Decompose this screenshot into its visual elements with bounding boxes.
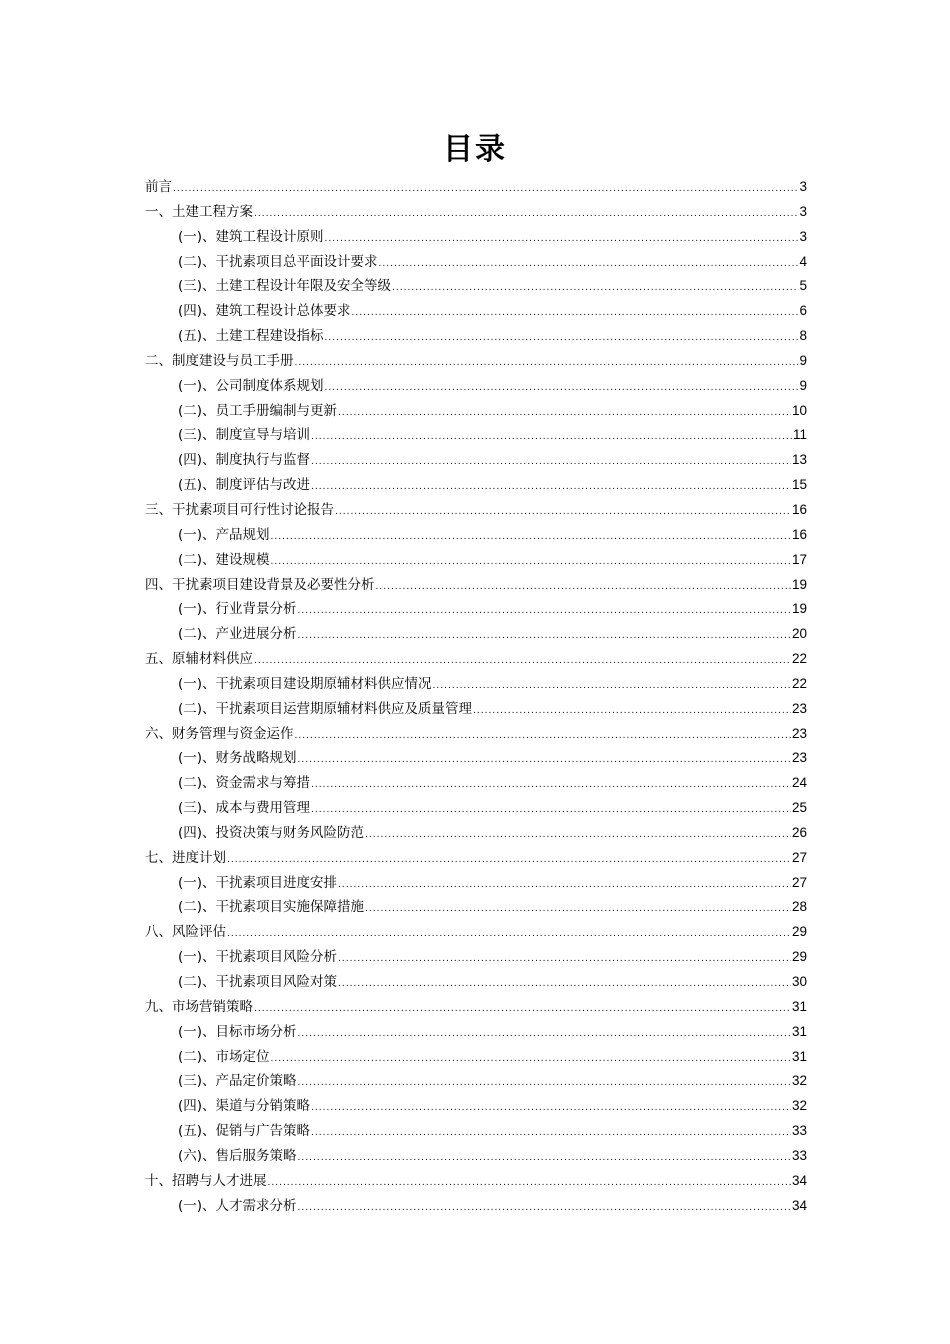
toc-entry-page-number: 16 [791, 501, 807, 517]
toc-entry-page-number: 4 [799, 253, 807, 269]
toc-entry-page-number: 17 [791, 551, 807, 567]
toc-entry-page-number: 3 [799, 179, 807, 194]
toc-entry-label: (四)、制度执行与监督 [178, 452, 311, 469]
toc-entry[interactable] [145, 970, 807, 995]
table-of-contents [145, 175, 807, 1218]
toc-dot-leader [433, 681, 791, 691]
toc-dot-leader [298, 1029, 791, 1039]
toc-dot-leader [311, 432, 792, 442]
toc-entry[interactable] [145, 1094, 807, 1119]
toc-entry-label: (一)、人才需求分析 [178, 1197, 297, 1214]
toc-entry-page-number: 27 [791, 874, 807, 890]
toc-entry-label: 九、市场营销策略 [145, 998, 253, 1015]
toc-entry-page-number: 31 [791, 1048, 807, 1064]
toc-entry-page-number: 32 [791, 1073, 807, 1089]
toc-entry-page-number: 32 [791, 1098, 807, 1114]
toc-entry-label: (五)、促销与广告策略 [178, 1123, 311, 1140]
toc-entry-label: 八、风险评估 [145, 924, 226, 941]
toc-entry-page-number: 8 [799, 328, 807, 344]
toc-entry-page-number: 24 [791, 775, 807, 791]
toc-entry[interactable] [145, 1069, 807, 1094]
toc-dot-leader [271, 557, 791, 567]
toc-entry-label: (二)、员工手册编制与更新 [178, 402, 338, 419]
toc-entry[interactable] [145, 324, 807, 349]
toc-entry-label: (四)、投资决策与财务风险防范 [178, 824, 365, 841]
toc-dot-leader [392, 283, 798, 293]
toc-entry[interactable] [145, 920, 807, 945]
toc-entry-label: 四、干扰素项目建设背景及必要性分析 [145, 576, 375, 593]
toc-entry-page-number: 5 [799, 278, 807, 294]
toc-dot-leader [295, 731, 791, 741]
toc-entry-page-number: 15 [791, 477, 807, 493]
toc-dot-leader [298, 1153, 791, 1163]
toc-entry[interactable] [145, 945, 807, 970]
toc-entry-page-number: 26 [791, 824, 807, 840]
toc-entry-label: (一)、干扰素项目建设期原辅材料供应情况 [178, 675, 432, 692]
toc-entry[interactable] [145, 846, 807, 871]
toc-dot-leader [338, 880, 791, 890]
toc-entry[interactable] [145, 200, 807, 225]
toc-entry[interactable] [145, 498, 807, 523]
toc-entry[interactable] [145, 250, 807, 275]
toc-entry-label: (六)、售后服务策略 [178, 1147, 297, 1164]
toc-entry-label: (二)、干扰素项目运营期原辅材料供应及质量管理 [178, 700, 473, 717]
toc-dot-leader [325, 333, 799, 343]
toc-entry-label: 六、财务管理与资金运作 [145, 725, 294, 742]
toc-entry-label: (一)、行业背景分析 [178, 601, 297, 618]
toc-entry-label: (二)、干扰素项目总平面设计要求 [178, 253, 378, 270]
toc-dot-leader [338, 408, 791, 418]
toc-entry-page-number: 33 [791, 1123, 807, 1139]
toc-entry-page-number: 27 [791, 849, 807, 865]
toc-entry[interactable] [145, 597, 807, 622]
toc-entry-page-number: 3 [799, 203, 807, 219]
toc-entry[interactable] [145, 423, 807, 448]
toc-entry[interactable] [145, 175, 807, 200]
toc-entry[interactable] [145, 796, 807, 821]
toc-entry[interactable] [145, 895, 807, 920]
toc-dot-leader [376, 582, 791, 592]
toc-entry-label: (三)、土建工程设计年限及安全等级 [178, 278, 392, 295]
toc-entry-page-number: 25 [791, 800, 807, 816]
toc-entry[interactable] [145, 225, 807, 250]
toc-entry-label: (一)、产品规划 [178, 526, 270, 543]
toc-entry-page-number: 6 [799, 303, 807, 319]
toc-entry-page-number: 16 [791, 526, 807, 542]
toc-dot-leader [335, 507, 791, 517]
toc-dot-leader [311, 805, 791, 815]
toc-entry-label: (一)、公司制度体系规划 [178, 377, 324, 394]
toc-entry[interactable] [145, 672, 807, 697]
toc-entry[interactable] [145, 399, 807, 424]
toc-dot-leader [379, 259, 799, 269]
toc-entry-label: 前言 [145, 179, 172, 195]
toc-dot-leader [271, 1054, 791, 1064]
toc-dot-leader [325, 383, 799, 393]
toc-entry[interactable] [145, 299, 807, 324]
toc-entry-page-number: 31 [791, 998, 807, 1014]
toc-dot-leader [298, 755, 791, 765]
toc-entry[interactable] [145, 746, 807, 771]
toc-entry[interactable] [145, 548, 807, 573]
toc-dot-leader [365, 904, 791, 914]
toc-entry-label: 五、原辅材料供应 [145, 651, 253, 668]
toc-entry[interactable] [145, 1144, 807, 1169]
toc-dot-leader [295, 358, 799, 368]
toc-entry-page-number: 13 [791, 452, 807, 468]
toc-entry-page-number: 23 [791, 725, 807, 741]
toc-entry-label: (二)、干扰素项目实施保障措施 [178, 899, 365, 916]
toc-entry-page-number: 30 [791, 974, 807, 989]
toc-entry-page-number: 34 [791, 1172, 807, 1188]
toc-entry-label: (五)、制度评估与改进 [178, 477, 311, 494]
toc-entry-page-number: 29 [791, 949, 807, 965]
toc-dot-leader [271, 532, 791, 542]
toc-entry-label: (一)、干扰素项目进度安排 [178, 874, 338, 891]
toc-entry-label: (一)、建筑工程设计原则 [178, 228, 324, 245]
toc-entry-label: (一)、财务战略规划 [178, 750, 297, 767]
toc-entry-label: 十、招聘与人才进展 [145, 1172, 267, 1189]
toc-entry-label: (四)、渠道与分销策略 [178, 1098, 311, 1115]
toc-entry-label: (四)、建筑工程设计总体要求 [178, 303, 351, 320]
toc-entry[interactable] [145, 871, 807, 896]
toc-entry[interactable] [145, 622, 807, 647]
toc-entry[interactable] [145, 1020, 807, 1045]
toc-entry-page-number: 19 [791, 576, 807, 592]
toc-entry-page-number: 9 [799, 352, 807, 368]
toc-entry-page-number: 34 [791, 1197, 807, 1213]
toc-entry[interactable] [145, 473, 807, 498]
toc-entry-page-number: 29 [791, 924, 807, 940]
toc-entry[interactable] [145, 349, 807, 374]
toc-entry[interactable] [145, 573, 807, 598]
toc-entry-page-number: 19 [791, 601, 807, 617]
toc-entry-label: 七、进度计划 [145, 849, 226, 866]
toc-entry[interactable] [145, 274, 807, 299]
toc-entry[interactable] [145, 647, 807, 672]
toc-entry-label: (二)、建设规模 [178, 551, 270, 568]
toc-dot-leader [298, 606, 791, 616]
toc-entry[interactable] [145, 722, 807, 747]
toc-dot-leader [311, 780, 791, 790]
toc-entry[interactable] [145, 448, 807, 473]
toc-entry-label: (三)、成本与费用管理 [178, 800, 311, 817]
toc-dot-leader [298, 1078, 791, 1088]
toc-entry-page-number: 10 [791, 402, 807, 418]
toc-entry-label: (二)、干扰素项目风险对策 [178, 974, 338, 990]
toc-entry-page-number: 22 [791, 675, 807, 691]
toc-entry-page-number: 23 [791, 750, 807, 766]
toc-dot-leader [473, 706, 791, 716]
toc-dot-leader [325, 234, 799, 244]
toc-entry-page-number: 20 [791, 626, 807, 642]
toc-dot-leader [268, 1178, 791, 1188]
page-title: 目录 [443, 132, 507, 167]
toc-entry[interactable] [145, 1169, 807, 1194]
toc-entry-label: (五)、土建工程建设指标 [178, 328, 324, 345]
toc-entry-page-number: 28 [791, 899, 807, 915]
toc-dot-leader [311, 1103, 791, 1113]
toc-entry-label: (一)、干扰素项目风险分析 [178, 949, 338, 966]
toc-entry-page-number: 23 [791, 700, 807, 716]
toc-entry-label: (一)、目标市场分析 [178, 1023, 297, 1040]
toc-entry-label: (三)、制度宣导与培训 [178, 427, 311, 444]
toc-entry-page-number: 33 [791, 1147, 807, 1163]
toc-dot-leader [254, 209, 798, 219]
toc-entry-label: 二、制度建设与员工手册 [145, 352, 294, 369]
toc-dot-leader [298, 1203, 791, 1213]
toc-dot-leader [254, 656, 791, 666]
toc-entry-page-number: 9 [799, 377, 807, 393]
toc-dot-leader [311, 1128, 791, 1138]
toc-entry-label: (二)、资金需求与筹措 [178, 775, 311, 792]
toc-entry-page-number: 11 [792, 427, 807, 443]
toc-entry[interactable] [145, 697, 807, 722]
toc-dot-leader [338, 979, 791, 989]
toc-entry[interactable] [145, 771, 807, 796]
toc-dot-leader [311, 482, 791, 492]
toc-entry[interactable] [145, 821, 807, 846]
toc-entry-label: (三)、产品定价策略 [178, 1073, 297, 1090]
toc-dot-leader [298, 631, 791, 641]
toc-entry[interactable] [145, 1194, 807, 1219]
toc-entry[interactable] [145, 1045, 807, 1070]
toc-entry-label: 一、土建工程方案 [145, 203, 253, 220]
toc-dot-leader [352, 308, 799, 318]
toc-entry[interactable] [145, 1119, 807, 1144]
toc-entry[interactable] [145, 374, 807, 399]
toc-dot-leader [254, 1004, 791, 1014]
toc-dot-leader [365, 830, 791, 840]
toc-entry-page-number: 22 [791, 651, 807, 667]
toc-dot-leader [338, 954, 791, 964]
toc-entry-label: (二)、市场定位 [178, 1048, 270, 1065]
toc-entry[interactable] [145, 523, 807, 548]
toc-dot-leader [227, 929, 791, 939]
toc-dot-leader [311, 457, 791, 467]
toc-dot-leader [227, 855, 791, 865]
toc-dot-leader [173, 184, 798, 194]
toc-entry-page-number: 31 [791, 1023, 807, 1039]
toc-entry-page-number: 3 [799, 228, 807, 244]
toc-entry-label: (二)、产业进展分析 [178, 626, 297, 643]
toc-entry-label: 三、干扰素项目可行性讨论报告 [145, 501, 334, 518]
toc-entry[interactable] [145, 995, 807, 1020]
